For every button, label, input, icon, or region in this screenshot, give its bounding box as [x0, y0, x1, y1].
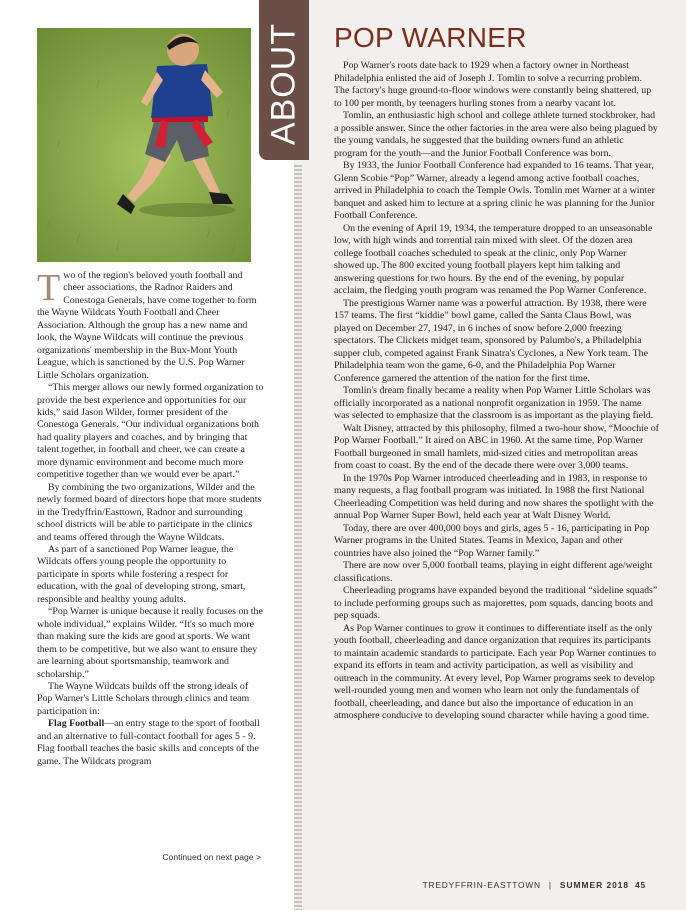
history-paragraph: Cheerleading programs have expanded beyond the traditional “sideline squads” to include performing groups such as majorettes, pom squads, dancing boots and pep squads. — [334, 585, 658, 621]
history-paragraph: In the 1970s Pop Warner introduced cheerleading and in 1983, in response to many requests, a flag football program was initiated. In 1988 the first National Cheerleading Competition was held during and now shares the spotlight with the annual Pop Warner Super Bowl, held each year at Walt Disney World. — [334, 472, 654, 521]
history-paragraph: As Pop Warner continues to grow it continues to differentiate itself as the only youth football, cheerleading and dance organization that requires its participants to maintain academic standards to participate. Each year Pop Warner continues to expand its efforts in team and activity participation, as well as visibility and outreach in the community. At every level, Pop Warner programs seek to develop well-rounded young men and women who learn not only the fundamentals of football, cheerleading, and dance but also the importance of education in an atmosphere conducive to developing sound character while having a good time. — [334, 622, 657, 721]
feature-photo — [37, 28, 251, 262]
body-paragraph: As part of a sanctioned Pop Warner league, the Wildcats offers young people the opportunity to participate in sports while fostering a respect for education, with the goal of developing strong, smart, responsible and healthy young adults. — [37, 543, 246, 605]
footer-separator: | — [548, 880, 552, 890]
boy-running-image — [37, 28, 251, 262]
history-paragraph: On the evening of April 19, 1934, the temperature dropped to an unseasonable low, with high winds and torrential rain mixed with sleet. Of the dozen area college football coaches scheduled to speak at the clinic, only Pop Warner showed up. The 800 excited young football players kept him talking and answering questions for two hours. By the end of the evening, by popular acclaim, the fledging youth program was renamed the Pop Warner Conference. — [334, 222, 653, 296]
history-paragraph: Tomlin's dream finally became a reality when Pop Warner Little Scholars was officially incorporated as a national nonprofit organization in 1959. The name was selected to emphasize that the classroom is as important as the playing field. — [334, 385, 654, 421]
history-paragraph: Tomlin, an enthusiastic high school and college athlete turned stockbroker, had a possible answer. Since the other factories in the area were also being plagued by the young vandals, he suggested that the building owners fund an athletic program for the youth—and the Junior Football Conference was born. — [334, 110, 658, 159]
continued-link[interactable]: Continued on next page > — [162, 852, 261, 862]
body-paragraph: By combining the two organizations, Wilder and the newly formed board of directors hope that more students in the Tredyffrin/Easttown, Radnor and surrounding school districts will be able to participate in the clinics and teams offered through the Wayne Wildcats. — [37, 481, 262, 543]
body-paragraph: The Wayne Wildcats builds off the strong ideals of Pop Warner's Little Scholars through clinics and team participation in: — [37, 680, 250, 717]
decorative-stripes — [294, 165, 302, 910]
page-number: 45 — [635, 880, 646, 890]
history-paragraph: By 1933, the Junior Football Conference had expanded to 16 teams. That year, Glenn Scobie “Pop” Warner, already a legend among active football coaches, arrived in Philadelphia to coach the Temple Owls. Tomlin met Warner at a winter banquet and asked him to lecture at a spring clinic he was planning for the Junior Football Conference. — [334, 160, 655, 221]
issue-label: SUMMER 2018 — [559, 880, 630, 890]
quote-paragraph: “This merger allows our newly formed organization to provide the best experience and opportunities for our kids,” said Jason Wilder, former president of the Conestoga Generals. “Our individual organizations both had quality players and coaches, and by bringing that talent together, in football and cheer, we can create a more dynamic environment and become much more competitive together than we would ever be apart.” — [37, 382, 264, 481]
history-paragraph: The prestigious Warner name was a powerful attraction. By 1938, there were 157 teams. The first “kiddie” bowl game, called the Santa Claus Bowl, was played on December 27, 1947, in 6 inches of snow before 2,000 freezing spectators. The Clickets midget team, sponsored by Palumbo's, a Philadelphia supper club, competed against Frank Sinatra's Cyclones, a New York team. The Philadelphia team won the game, 6-0, and the Philadelphia Pop Warner Conference garnered the attention of the nation for the first time. — [334, 297, 648, 384]
page-title: POP WARNER — [334, 22, 527, 53]
history-column — [334, 60, 659, 723]
intro-paragraph: Two of the region's beloved youth football and cheer associations, the Radnor Raiders and Conestoga Generals, have come together to form the Wayne Wildcats Youth Football and Cheer Association. Although the group has a new name and look, the Wayne Wildcats will continue the previous organizations' membership in the Bux-Mont Youth League, which is sanctioned by the U.S. Pop Warner Little Scholars organization. — [37, 267, 257, 381]
history-paragraph: Walt Disney, attracted by this philosophy, filmed a two-hour show, “Moochie of Pop Warner Football.” It aired on ABC in 1960. At the same time, Pop Warner Football burgeoned in small hamlets, mid-sized cities and metropolitan areas from coast to coast. By the end of the decade there were over 3,000 teams. — [334, 422, 659, 471]
publication-name: TREDYFFRIN-EASTTOWN — [422, 880, 541, 890]
intro-column — [37, 267, 265, 768]
about-tab-label: ABOUT — [264, 22, 303, 146]
flag-football-paragraph: Flag Football—an entry stage to the sport of football and an alternative to full-contact football for ages 5 - 9. Flag football teaches the basic skills and concepts of the game. The Wildcats program — [37, 718, 260, 767]
flag-football-heading: Flag Football — [48, 718, 105, 730]
history-paragraph: There are now over 5,000 football teams, playing in eight different age/weight classifications. — [334, 560, 653, 584]
page-footer — [334, 880, 646, 890]
drop-cap: T — [37, 267, 61, 309]
quote-paragraph: “Pop Warner is unique because it really focuses on the whole individual,” explains Wilder. “It's so much more than making sure the kids are good at sports. We want them to be competitive, but we also want to ensure they are learning about sportsmanship, teamwork and scholarship.” — [37, 606, 263, 680]
history-paragraph: Today, there are over 400,000 boys and girls, ages 5 - 16, participating in Pop Warner programs in the United States. Teams in Mexico, Japan and other countries have also joined the “Pop Warner family.” — [334, 522, 650, 559]
history-paragraph: Pop Warner's roots date back to 1929 when a factory owner in Northeast Philadelphia enlisted the aid of Joseph J. Tomlin to solve a recurring problem. The factory's huge ground-to-floor windows were constantly being shattered, up to 100 per month, by teenagers hurling stones from a nearby vacant lot. — [334, 60, 652, 109]
